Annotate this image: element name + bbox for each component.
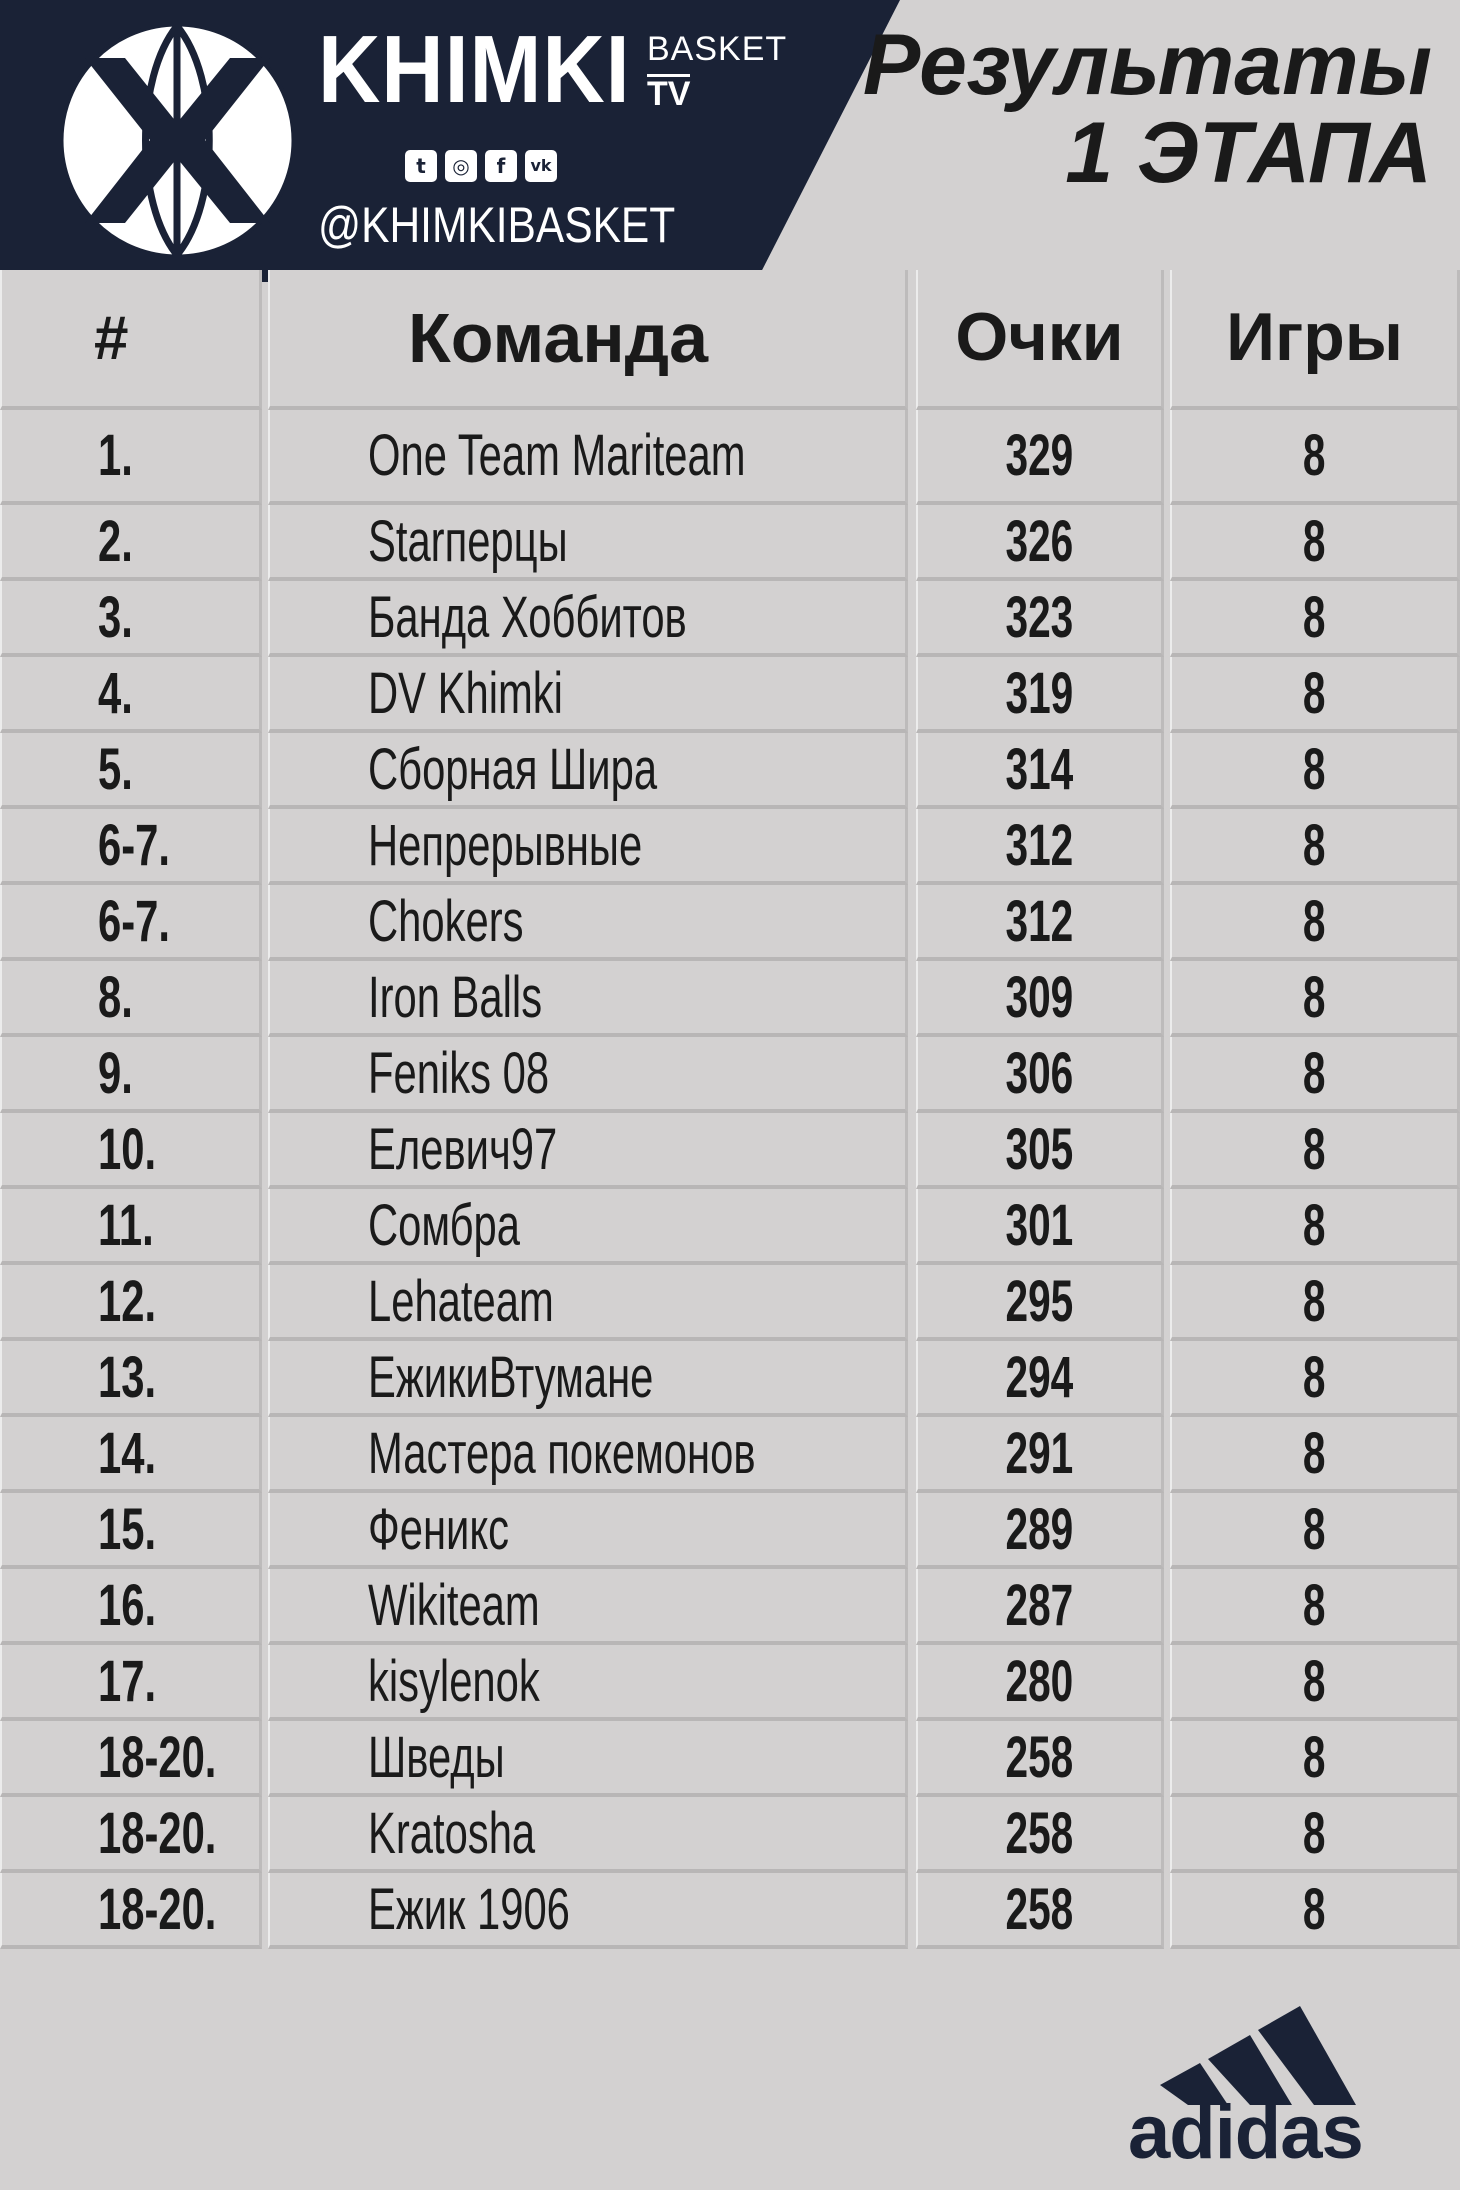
rank-cell <box>0 1797 262 1873</box>
points-cell <box>916 1645 1164 1721</box>
points-cell <box>916 505 1164 581</box>
rank-cell <box>0 1569 262 1645</box>
brand-tv-label: TV <box>647 75 691 113</box>
games-cell-text: 8 <box>1303 423 1326 488</box>
table-row <box>0 809 1460 885</box>
points-cell <box>916 1569 1164 1645</box>
rank-cell-text: 1. <box>98 423 133 488</box>
rank-cell <box>0 809 262 885</box>
team-cell-text: Феникс <box>368 1496 509 1562</box>
games-cell-text: 8 <box>1303 888 1326 954</box>
points-cell-text: 309 <box>1005 964 1074 1030</box>
rank-cell <box>0 1417 262 1493</box>
table-row <box>0 1569 1460 1645</box>
games-cell-text: 8 <box>1303 1648 1326 1714</box>
games-cell <box>1170 581 1460 657</box>
table-row <box>0 1265 1460 1341</box>
points-cell-text: 329 <box>1005 423 1074 488</box>
points-cell <box>916 1265 1164 1341</box>
games-cell <box>1170 657 1460 733</box>
table-header-row <box>0 270 1460 410</box>
games-cell <box>1170 410 1460 505</box>
team-cell-text: ЕжикиВтумане <box>368 1344 654 1410</box>
rank-cell <box>0 885 262 961</box>
rank-cell-text: 3. <box>98 584 133 650</box>
rank-cell <box>0 1341 262 1417</box>
header-rank: # <box>0 270 262 410</box>
rank-cell-text: 16. <box>98 1572 157 1638</box>
table-row <box>0 1721 1460 1797</box>
team-cell-text: One Team Mariteam <box>368 423 746 488</box>
table-row <box>0 1037 1460 1113</box>
rank-cell-text: 18-20. <box>98 1876 217 1942</box>
games-cell-text: 8 <box>1303 964 1326 1030</box>
rank-cell-text: 13. <box>98 1344 157 1410</box>
games-cell-text: 8 <box>1303 1344 1326 1410</box>
team-cell <box>268 1341 908 1417</box>
games-cell-text: 8 <box>1303 660 1326 726</box>
rank-cell <box>0 1189 262 1265</box>
games-cell <box>1170 885 1460 961</box>
table-row <box>0 961 1460 1037</box>
team-cell <box>268 1113 908 1189</box>
rank-cell-text: 12. <box>98 1268 157 1334</box>
rank-cell <box>0 961 262 1037</box>
games-cell <box>1170 1569 1460 1645</box>
rank-cell-text: 9. <box>98 1040 133 1106</box>
table-row <box>0 410 1460 505</box>
team-cell-text: Lehateam <box>368 1268 554 1334</box>
points-cell-text: 301 <box>1005 1192 1074 1258</box>
rank-cell <box>0 410 262 505</box>
team-cell <box>268 733 908 809</box>
rank-cell <box>0 1645 262 1721</box>
points-cell-text: 312 <box>1005 888 1074 954</box>
rank-cell <box>0 733 262 809</box>
team-cell <box>268 961 908 1037</box>
points-cell-text: 291 <box>1005 1420 1074 1486</box>
games-cell <box>1170 1721 1460 1797</box>
games-cell-text: 8 <box>1303 812 1326 878</box>
team-cell-text: Непрерывные <box>368 812 643 878</box>
games-cell-text: 8 <box>1303 1724 1326 1790</box>
brand-basket-label: BASKET <box>647 30 788 68</box>
social-handle[interactable]: @KHIMKIBASKET <box>318 197 676 253</box>
points-cell-text: 287 <box>1005 1572 1074 1638</box>
rank-cell-text: 5. <box>98 736 133 802</box>
team-cell-text: Сомбра <box>368 1192 520 1258</box>
points-cell <box>916 410 1164 505</box>
header-games: Игры <box>1170 270 1460 410</box>
table-row <box>0 1417 1460 1493</box>
points-cell <box>916 961 1164 1037</box>
table-row <box>0 733 1460 809</box>
points-cell <box>916 1189 1164 1265</box>
team-cell-text: Chokers <box>368 888 524 954</box>
games-cell-text: 8 <box>1303 1876 1326 1942</box>
games-cell-text: 8 <box>1303 508 1326 574</box>
games-cell <box>1170 1797 1460 1873</box>
points-cell <box>916 733 1164 809</box>
rank-cell <box>0 1493 262 1569</box>
rank-cell <box>0 1113 262 1189</box>
team-cell <box>268 1645 908 1721</box>
team-cell <box>268 885 908 961</box>
rank-cell <box>0 581 262 657</box>
games-cell <box>1170 961 1460 1037</box>
table-row <box>0 1645 1460 1721</box>
team-cell <box>268 1037 908 1113</box>
team-cell-text: Шведы <box>368 1724 505 1790</box>
points-cell-text: 280 <box>1005 1648 1074 1714</box>
rank-cell-text: 15. <box>98 1496 157 1562</box>
instagram-icon[interactable]: ◎ <box>445 150 477 182</box>
rank-cell-text: 8. <box>98 964 133 1030</box>
points-cell-text: 289 <box>1005 1496 1074 1562</box>
games-cell-text: 8 <box>1303 1268 1326 1334</box>
team-cell-text: Starперцы <box>368 508 568 574</box>
rank-cell <box>0 1873 262 1949</box>
games-cell-text: 8 <box>1303 1800 1326 1866</box>
points-cell-text: 305 <box>1005 1116 1074 1182</box>
team-cell <box>268 1265 908 1341</box>
points-cell <box>916 1797 1164 1873</box>
points-cell <box>916 1341 1164 1417</box>
points-cell <box>916 1417 1164 1493</box>
games-cell <box>1170 1341 1460 1417</box>
points-cell-text: 258 <box>1005 1724 1074 1790</box>
khimki-logo-icon <box>55 18 300 263</box>
rank-cell <box>0 1265 262 1341</box>
points-cell <box>916 809 1164 885</box>
team-cell-text: Ежик 1906 <box>368 1876 570 1942</box>
table-row <box>0 581 1460 657</box>
games-cell-text: 8 <box>1303 1420 1326 1486</box>
rank-cell <box>0 1037 262 1113</box>
team-cell <box>268 1721 908 1797</box>
rank-cell-text: 10. <box>98 1116 157 1182</box>
rank-cell-text: 2. <box>98 508 133 574</box>
header-team: Команда <box>268 270 908 410</box>
games-cell-text: 8 <box>1303 584 1326 650</box>
points-cell-text: 323 <box>1005 584 1074 650</box>
points-cell-text: 258 <box>1005 1800 1074 1866</box>
table-row <box>0 1341 1460 1417</box>
rank-cell <box>0 1721 262 1797</box>
vk-icon[interactable]: vk <box>525 150 557 182</box>
games-cell <box>1170 809 1460 885</box>
team-cell <box>268 505 908 581</box>
games-cell <box>1170 1645 1460 1721</box>
team-cell <box>268 1417 908 1493</box>
team-cell <box>268 1797 908 1873</box>
points-cell-text: 319 <box>1005 660 1074 726</box>
points-cell <box>916 1037 1164 1113</box>
points-cell-text: 326 <box>1005 508 1074 574</box>
points-cell-text: 312 <box>1005 812 1074 878</box>
table-row <box>0 505 1460 581</box>
team-cell-text: Iron Balls <box>368 964 543 1030</box>
team-cell <box>268 1493 908 1569</box>
facebook-icon[interactable]: f <box>485 150 517 182</box>
games-cell-text: 8 <box>1303 1040 1326 1106</box>
team-cell-text: Wikiteam <box>368 1572 540 1638</box>
team-cell <box>268 809 908 885</box>
games-cell <box>1170 1265 1460 1341</box>
team-cell <box>268 581 908 657</box>
team-cell-text: Елевич97 <box>368 1116 558 1182</box>
points-cell <box>916 885 1164 961</box>
points-cell <box>916 1873 1164 1949</box>
games-cell-text: 8 <box>1303 1116 1326 1182</box>
team-cell <box>268 1873 908 1949</box>
games-cell <box>1170 505 1460 581</box>
points-cell-text: 295 <box>1005 1268 1074 1334</box>
games-cell <box>1170 1037 1460 1113</box>
points-cell-text: 314 <box>1005 736 1074 802</box>
points-cell <box>916 581 1164 657</box>
points-cell <box>916 1721 1164 1797</box>
games-cell <box>1170 1189 1460 1265</box>
team-cell-text: Сборная Шира <box>368 736 658 802</box>
rank-cell-text: 18-20. <box>98 1800 217 1866</box>
team-cell <box>268 1189 908 1265</box>
points-cell-text: 294 <box>1005 1344 1074 1410</box>
sponsor-name: adidas <box>1128 2090 1363 2175</box>
social-icons <box>405 150 557 182</box>
points-cell-text: 258 <box>1005 1876 1074 1942</box>
points-cell-text: 306 <box>1005 1040 1074 1106</box>
table-row <box>0 1797 1460 1873</box>
rank-cell-text: 6-7. <box>98 812 170 878</box>
rank-cell <box>0 505 262 581</box>
team-cell-text: Feniks 08 <box>368 1040 550 1106</box>
page-title <box>862 17 1432 201</box>
header-points: Очки <box>916 270 1164 410</box>
team-cell-text: Мастера покемонов <box>368 1420 756 1486</box>
table-row <box>0 1873 1460 1949</box>
brand-name: KHIMKI <box>318 16 631 123</box>
points-cell <box>916 657 1164 733</box>
team-cell <box>268 657 908 733</box>
table-row <box>0 1189 1460 1265</box>
games-cell <box>1170 733 1460 809</box>
rank-cell-text: 14. <box>98 1420 157 1486</box>
rank-cell-text: 4. <box>98 660 133 726</box>
games-cell-text: 8 <box>1303 736 1326 802</box>
rank-cell <box>0 657 262 733</box>
page-title-line2: 1 ЭТАПА <box>1065 104 1432 201</box>
team-cell <box>268 1569 908 1645</box>
points-cell <box>916 1493 1164 1569</box>
rank-cell-text: 11. <box>98 1192 154 1258</box>
team-cell-text: kisylenok <box>368 1648 540 1714</box>
table-row <box>0 1113 1460 1189</box>
rank-cell-text: 18-20. <box>98 1724 217 1790</box>
table-row <box>0 657 1460 733</box>
games-cell-text: 8 <box>1303 1192 1326 1258</box>
table-row <box>0 885 1460 961</box>
games-cell <box>1170 1493 1460 1569</box>
table-row <box>0 1493 1460 1569</box>
games-cell <box>1170 1417 1460 1493</box>
games-cell <box>1170 1873 1460 1949</box>
page-title-line1: Результаты <box>862 17 1432 113</box>
rank-cell-text: 17. <box>98 1648 157 1714</box>
team-cell-text: Kratosha <box>368 1800 536 1866</box>
team-cell-text: Банда Хоббитов <box>368 584 687 650</box>
games-cell <box>1170 1113 1460 1189</box>
team-cell <box>268 410 908 505</box>
team-cell-text: DV Khimki <box>368 660 563 726</box>
games-cell-text: 8 <box>1303 1496 1326 1562</box>
games-cell-text: 8 <box>1303 1572 1326 1638</box>
points-cell <box>916 1113 1164 1189</box>
rank-cell-text: 6-7. <box>98 888 170 954</box>
twitter-icon[interactable]: t <box>405 150 437 182</box>
